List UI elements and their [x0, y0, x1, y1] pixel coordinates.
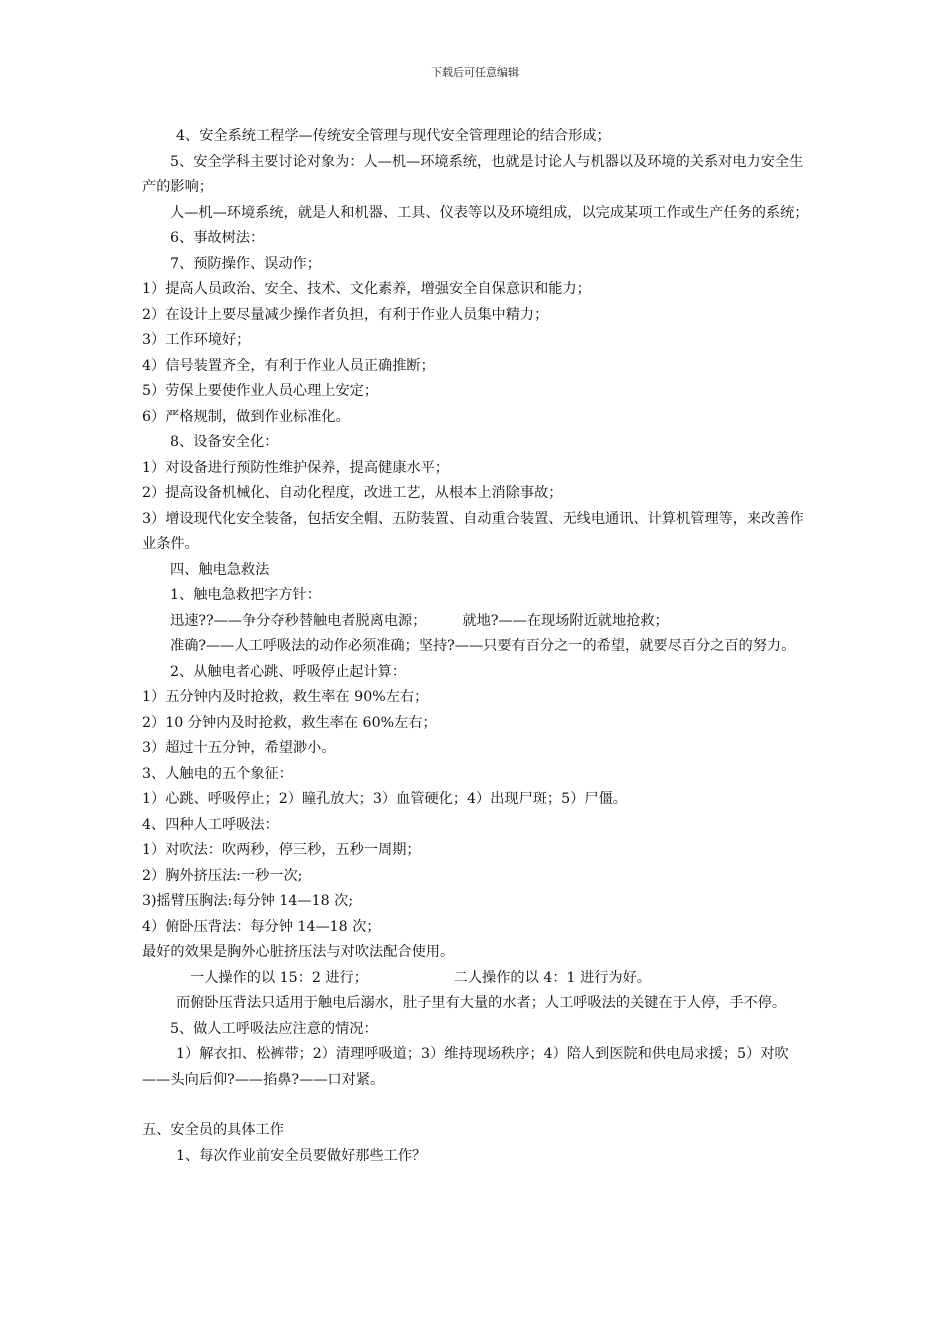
paragraph-line: 8、设备安全化： — [170, 434, 279, 450]
section-heading: 五、安全员的具体工作 — [142, 1122, 284, 1138]
document-body — [142, 124, 810, 1169]
list-item: 5）劳保上要使作业人员心理上安定； — [142, 383, 379, 399]
list-item: 2）在设计上要尽量减少操作者负担，有利于作业人员集中精力； — [142, 306, 549, 323]
list-item: 1）对设备进行预防性维护保养，提高健康水平； — [142, 459, 449, 476]
list-item: 4）俯卧压背法：每分钟 14—18 次； — [142, 918, 381, 935]
paragraph-line: 2、从触电者心跳、呼吸停止起计算： — [170, 663, 407, 680]
paragraph-line: 3、人触电的五个象征： — [142, 765, 293, 782]
paragraph-line: 最好的效果是胸外心脏挤压法与对吹法配合使用。 — [142, 944, 455, 960]
list-item: 3）超过十五分钟，希望渺小。 — [142, 740, 336, 756]
paragraph-line: 1、触电急救把字方针： — [170, 587, 321, 603]
paragraph-line: 5、安全学科主要讨论对象为：人—机—环境系统，也就是讨论人与机器以及环境的关系对电力安全生产的影响； — [142, 153, 804, 195]
paragraph-line: 4、安全系统工程学—传统安全管理与现代安全管理理论的结合形成； — [176, 128, 611, 144]
list-item: 3）工作环境好； — [142, 332, 251, 348]
paragraph-line: 一人操作的以 15：2 进行； 二人操作的以 4：1 进行为好。 — [190, 969, 651, 986]
paragraph-line: 迅速??——争分夺秒替触电者脱离电源； 就地?——在现场附近就地抢救； — [170, 612, 669, 629]
list-item: 4）信号装置齐全，有利于作业人员正确推断； — [142, 357, 435, 374]
paragraph-line: 准确?——人工呼吸法的动作必须准确；坚持?——只要有百分之一的希望，就要尽百分之百的努力。 — [170, 638, 796, 654]
paragraph-line: 人—机—环境系统，就是人和机器、工具、仪表等以及环境组成，以完成某项工作或生产任务的系统； — [170, 204, 809, 221]
list-item: 2）提高设备机械化、自动化程度，改进工艺，从根本上消除事故； — [142, 485, 563, 501]
list-item: 1）五分钟内及时抢救，救生率在 90%左右； — [142, 689, 429, 705]
paragraph-line: 7、预防操作、误动作； — [170, 255, 321, 272]
blank-line — [142, 1093, 810, 1118]
paragraph-line: 6、事故树法： — [170, 230, 265, 246]
list-item: 3）增设现代化安全装备，包括安全帽、五防装置、自动重合装置、无线电通讯、计算机管理等，来改善作业条件。 — [142, 510, 804, 552]
paragraph-line: 4、四种人工呼吸法： — [142, 816, 279, 833]
paragraph-line: 1）解衣扣、松裤带；2）清理呼吸道；3）维持现场秩序；4）陪人到医院和供电局求援；5）对吹——头向后仰?——掐鼻?——口对紧。 — [142, 1046, 789, 1088]
paragraph-line: 1、每次作业前安全员要做好那些工作？ — [176, 1147, 427, 1164]
paragraph-line: 5、做人工呼吸法应注意的情况： — [170, 1020, 378, 1037]
list-item: 2）10 分钟内及时抢救，救生率在 60%左右； — [142, 714, 437, 731]
list-item: 1）心跳、呼吸停止；2）瞳孔放大；3）血管硬化；4）出现尸斑；5）尸僵。 — [142, 791, 627, 807]
list-item: 6）严格规制，做到作业标准化。 — [142, 408, 350, 425]
list-item: 1）提高人员政治、安全、技术、文化素养，增强安全自保意识和能力； — [142, 281, 591, 297]
section-heading: 四、触电急救法 — [170, 561, 270, 578]
list-item: 1）对吹法：吹两秒，停三秒，五秒一周期； — [142, 842, 421, 858]
paragraph-line: 而俯卧压背法只适用于触电后溺水，肚子里有大量的水者；人工呼吸法的关键在于人停，手不停。 — [176, 995, 787, 1011]
list-item: 2）胸外挤压法:一秒一次; — [142, 867, 303, 884]
page-header: 下载后可任意编辑 — [431, 66, 519, 79]
list-item: 3)摇臂压胸法:每分钟 14—18 次; — [142, 893, 354, 909]
